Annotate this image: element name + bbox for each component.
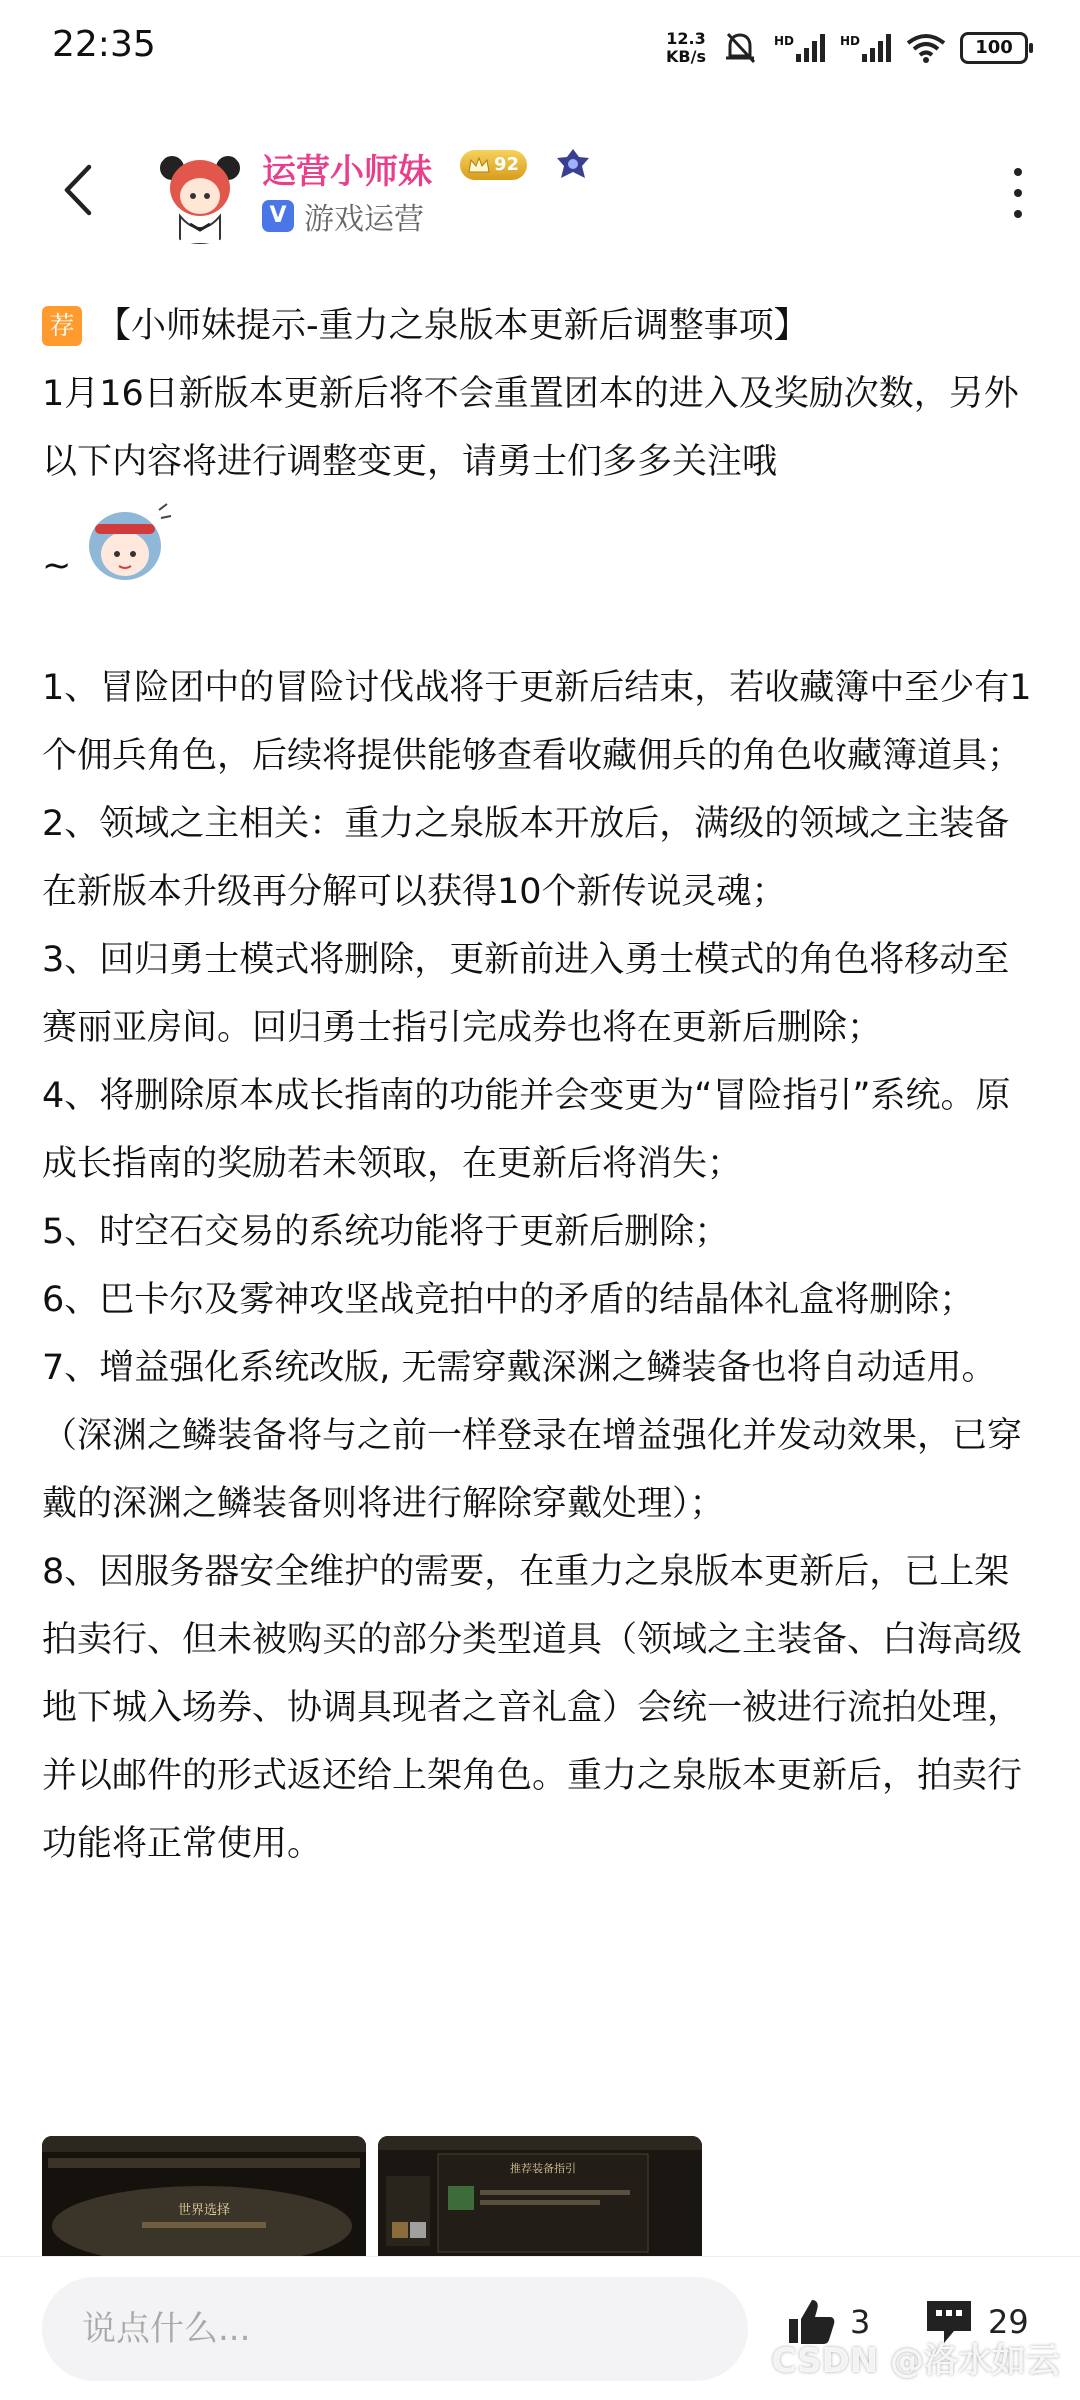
wifi-icon — [906, 33, 946, 63]
notice-item-4: 4、将删除原本成长指南的功能并会变更为“冒险指引”系统。原成长指南的奖励若未领取，在更新后将消失； — [42, 1076, 1011, 1184]
guild-emblem-icon — [556, 148, 590, 182]
user-name[interactable]: 运营小师妹 — [262, 152, 432, 192]
status-bar — [0, 0, 1080, 100]
network-speed-unit: KB/s — [666, 47, 706, 66]
signal-bars-icon — [796, 34, 826, 62]
comment-count: 29 — [988, 2303, 1029, 2341]
crown-icon — [468, 156, 490, 174]
level-number: 92 — [494, 154, 520, 175]
comment-input[interactable] — [42, 2277, 748, 2381]
post-header — [0, 130, 1080, 250]
signal-1 — [774, 34, 826, 62]
status-time: 22:35 — [52, 24, 156, 65]
signal-1-label: HD — [773, 34, 794, 48]
game-screenshot — [42, 2136, 366, 2256]
thumbnail-caption: 推荐装备指引 — [510, 2162, 576, 2175]
signal-2-label: HD — [839, 34, 860, 48]
post-body — [42, 292, 1038, 1878]
intro-tail-line — [42, 496, 1038, 586]
back-button[interactable] — [48, 160, 108, 220]
thumbnail-caption: 世界选择 — [177, 2203, 231, 2218]
more-options-button[interactable] — [1006, 168, 1030, 218]
spacer — [42, 586, 1038, 654]
image-thumbnail[interactable] — [378, 2136, 702, 2256]
more-dot — [1014, 168, 1022, 176]
more-dot — [1014, 189, 1022, 197]
post-intro: 1月16日新版本更新后将不会重置团本的进入及奖励次数，另外以下内容将进行调整变更，请勇士们多多关注哦 — [42, 374, 1019, 482]
notice-item-6: 6、巴卡尔及雾神攻坚战竞拍中的矛盾的结晶体礼盒将删除； — [42, 1280, 975, 1320]
level-badge — [460, 150, 527, 180]
sticker-emoji — [75, 496, 185, 586]
battery-indicator: 100 — [960, 32, 1028, 64]
post-title: 【小师妹提示-重力之泉版本更新后调整事项】 — [96, 306, 809, 346]
bottom-action-bar — [0, 2256, 1080, 2400]
post-title-line — [42, 292, 1038, 360]
like-count: 3 — [850, 2303, 871, 2341]
signal-bars-icon — [862, 34, 892, 62]
intro-tail: ~ — [42, 546, 72, 586]
image-thumbnail[interactable] — [42, 2136, 366, 2256]
recommend-tag: 荐 — [42, 306, 82, 346]
status-icons — [666, 28, 1028, 68]
signal-2 — [840, 34, 892, 62]
notice-item-7: 7、增益强化系统改版, 无需穿戴深渊之鳞装备也将自动适用。（深渊之鳞装备将与之前一样登录在增益强化并发动效果，已穿戴的深渊之鳞装备则将进行解除穿戴处理）； — [42, 1348, 1023, 1524]
game-screenshot — [378, 2136, 702, 2256]
network-speed-value: 12.3 — [666, 29, 706, 48]
watermark: CSDN @洛水如云 — [771, 2341, 1060, 2381]
notice-item-8: 8、因服务器安全维护的需要，在重力之泉版本更新后，已上架拍卖行、但未被购买的部分类型道具（领域之主装备、白海高级地下城入场券、协调具现者之音礼盒）会统一被进行流拍处理，并以邮件的形式返还给上架角色。重力之泉版本更新后，拍卖行功能将正常使用。 — [42, 1552, 1023, 1864]
notice-item-5: 5、时空石交易的系统功能将于更新后删除； — [42, 1212, 730, 1252]
avatar-illustration — [150, 144, 250, 244]
verified-icon: V — [262, 200, 294, 232]
more-dot — [1014, 210, 1022, 218]
mute-bell-icon — [720, 28, 760, 68]
verify-role: 游戏运营 — [304, 202, 424, 237]
notice-item-1: 1、冒险团中的冒险讨伐战将于更新后结束，若收藏簿中至少有1个佣兵角色，后续将提供能够查看收藏佣兵的角色收藏簿道具； — [42, 668, 1032, 776]
image-gallery — [42, 2136, 702, 2256]
notice-item-2: 2、领域之主相关：重力之泉版本开放后，满级的领域之主装备在新版本升级再分解可以获得10个新传说灵魂； — [42, 804, 1010, 912]
verify-row — [262, 194, 424, 238]
chevron-left-icon — [61, 163, 95, 217]
network-speed — [666, 30, 706, 66]
notice-item-3: 3、回归勇士模式将删除，更新前进入勇士模式的角色将移动至赛丽亚房间。回归勇士指引完成券也将在更新后删除； — [42, 940, 1010, 1048]
avatar[interactable] — [150, 144, 250, 244]
